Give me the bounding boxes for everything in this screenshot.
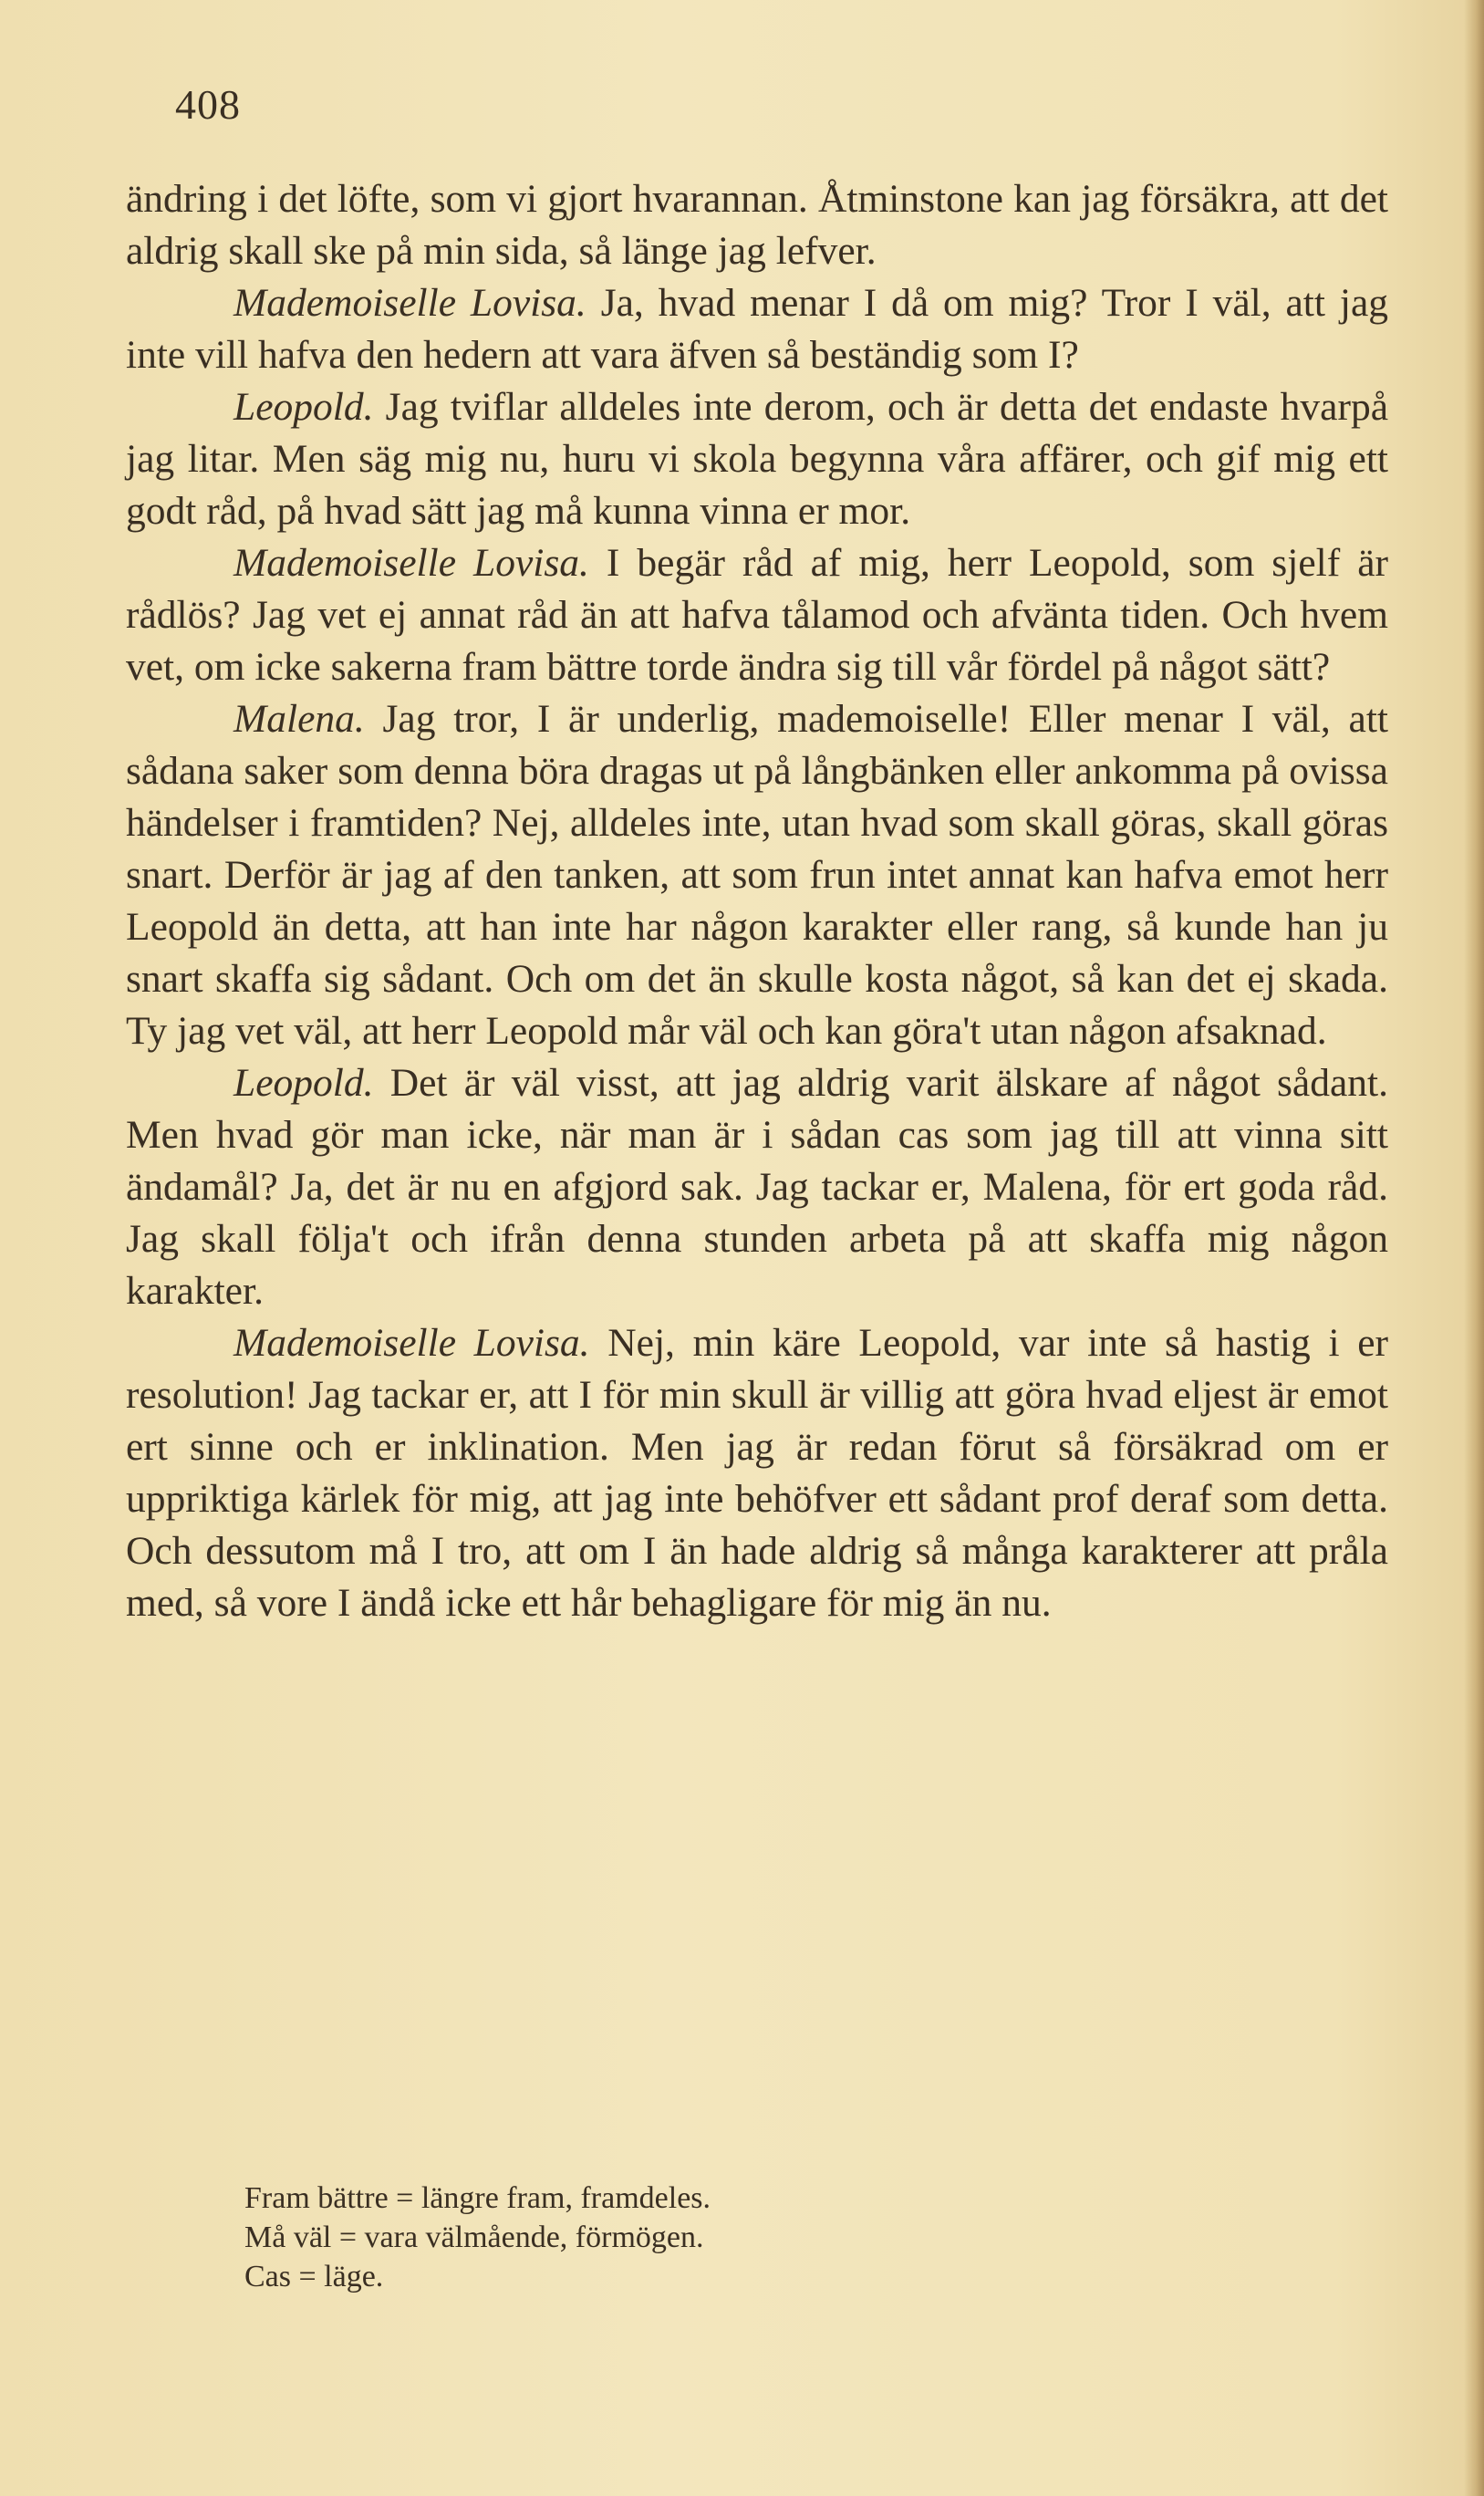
page-number: 408: [175, 81, 241, 128]
speech-text: Jag tror, I är underlig, mademoiselle! Eller menar I väl, att sådana saker som denna böra dragas ut på långbänken eller ankomma på ovissa händelser i framtiden? Nej, alldeles inte, utan hvad som skall göras, skall göras snart. Derför är jag af den tanken, att som frun intet annat kan hafva emot herr Leopold än detta, att han inte har någon karakter eller rang, så kunde han ju snart skaffa sig sådant. Och om det än skulle kosta något, så kan det ej skada. Ty jag vet väl, att herr Leopold mår väl och kan göra't utan någon afsaknad.: [126, 697, 1388, 1053]
speech-paragraph: [126, 277, 1388, 381]
intro-paragraph: ändring i det löfte, som vi gjort hvarannan. Åtminstone kan jag försäkra, att det aldrig skall ske på min sida, så länge jag lefver.: [126, 177, 1388, 273]
speech-text: Nej, min käre Leopold, var inte så hastig i er resolution! Jag tackar er, att I för min skull är villig att göra hvad eljest är emot ert sinne och er inklination. Men jag är redan förut så försäkrad om er uppriktiga kärlek för mig, att jag inte behöfver ett sådant prof deraf som detta. Och dessutom må I tro, att om I än hade aldrig så många karakterer att pråla med, så vore I ändå icke ett hår behagligare för mig än nu.: [126, 1321, 1389, 1625]
speaker-name: Malena.: [233, 697, 365, 741]
speaker-name: Mademoiselle Lovisa.: [233, 281, 586, 325]
speech-paragraph: [126, 1057, 1388, 1317]
footnotes: [244, 2179, 1065, 2296]
speech-paragraph: [126, 1317, 1388, 1629]
speaker-name: Leopold.: [233, 1061, 374, 1105]
speech-text: Ja, hvad menar I då om mig? Tror I väl, att jag inte vill hafva den hedern att vara äfven så beständig som I?: [126, 281, 1388, 377]
speech-paragraph: [126, 537, 1388, 693]
speech-text: Det är väl visst, att jag aldrig varit älskare af något sådant. Men hvad gör man icke, när man är i sådan cas som jag till att vinna sitt ändamål? Ja, det är nu en afgjord sak. Jag tackar er, Malena, för ert goda råd. Jag skall följa't och ifrån denna stunden arbeta på att skaffa mig någon karakter.: [126, 1061, 1389, 1313]
speech-text: I begär råd af mig, herr Leopold, som sjelf är rådlös? Jag vet ej annat råd än att hafva tålamod och afvänta tiden. Och hvem vet, om icke sakerna fram bättre torde ändra sig till vår fördel på något sätt?: [126, 541, 1388, 689]
footnote: Cas = läge.: [244, 2260, 384, 2293]
page-edge-shadow: [1464, 0, 1484, 2496]
speaker-name: Mademoiselle Lovisa.: [233, 1321, 590, 1365]
speech-paragraph: [126, 381, 1388, 537]
body-text: [126, 173, 1388, 1629]
footnote: Må väl = vara välmående, förmögen.: [244, 2220, 704, 2254]
speaker-name: Mademoiselle Lovisa.: [233, 541, 589, 585]
speech-paragraph: [126, 693, 1388, 1057]
speaker-name: Leopold.: [233, 385, 374, 429]
speech-text: Jag tviflar alldeles inte derom, och är detta det endaste hvarpå jag litar. Men säg mig nu, huru vi skola begynna våra affärer, och gif mig ett godt råd, på hvad sätt jag må kunna vinna er mor.: [126, 385, 1389, 533]
footnote: Fram bättre = längre fram, framdeles.: [244, 2181, 711, 2215]
